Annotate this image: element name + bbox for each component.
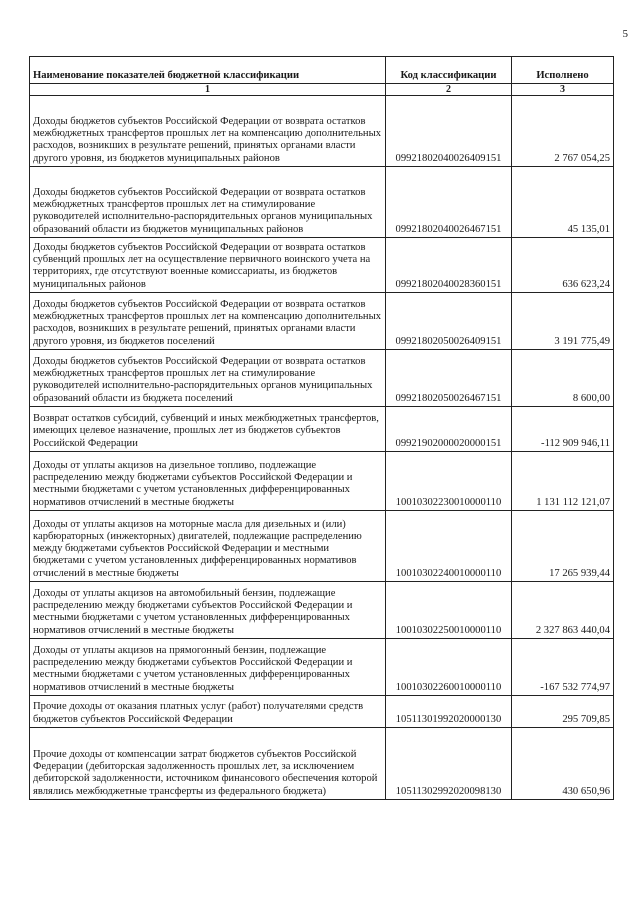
row-name: Доходы бюджетов субъектов Российской Федерации от возврата остатков межбюджетных трансфертов прошлых лет на компенсацию дополнительных расходов, возникших в результате решений, принятых органами власти другого уровня, из бюджетов муниципальных районов	[30, 96, 386, 167]
row-code: 10010302260010000110	[386, 639, 512, 696]
row-code: 10010302240010000110	[386, 511, 512, 582]
table-header-row	[30, 57, 614, 84]
row-name: Доходы бюджетов субъектов Российской Федерации от возврата остатков межбюджетных трансфертов прошлых лет на стимулирование руководителей исполнительно-распорядительных органов муниципальных образований области из бюджета поселений	[30, 350, 386, 407]
row-value: 2 327 863 440,04	[512, 582, 614, 639]
row-code: 09921802050026409151	[386, 293, 512, 350]
column-number-1: 1	[30, 84, 386, 96]
table-row	[30, 582, 614, 639]
row-value: 3 191 775,49	[512, 293, 614, 350]
row-name: Доходы от уплаты акцизов на прямогонный бензин, подлежащие распределению между бюджетами субъектов Российской Федерации и местными бюджетами с учетом установленных дифференцированных нормативов отчислений в местные бюджеты	[30, 639, 386, 696]
row-code: 10511302992020098130	[386, 728, 512, 800]
header-name: Наименование показателей бюджетной классификации	[30, 57, 386, 84]
page-number: 5	[622, 28, 628, 40]
column-number-row	[30, 84, 614, 96]
table-row	[30, 728, 614, 800]
row-code: 09921802050026467151	[386, 350, 512, 407]
table-row	[30, 293, 614, 350]
table-row	[30, 350, 614, 407]
row-code: 09921802040028360151	[386, 238, 512, 293]
row-code: 09921802040026409151	[386, 96, 512, 167]
table-row	[30, 238, 614, 293]
row-code: 10010302250010000110	[386, 582, 512, 639]
row-value: 2 767 054,25	[512, 96, 614, 167]
row-code: 10010302230010000110	[386, 452, 512, 511]
row-value: 636 623,24	[512, 238, 614, 293]
row-value: 8 600,00	[512, 350, 614, 407]
table-row	[30, 407, 614, 452]
row-value: 295 709,85	[512, 696, 614, 728]
row-code: 09921902000020000151	[386, 407, 512, 452]
table-row	[30, 452, 614, 511]
row-name: Доходы от уплаты акцизов на дизельное топливо, подлежащие распределению между бюджетами субъектов Российской Федерации и местными бюджетами с учетом установленных дифференцированных нормативов отчислений в местные бюджеты	[30, 452, 386, 511]
table-row	[30, 696, 614, 728]
row-code: 10511301992020000130	[386, 696, 512, 728]
row-name: Прочие доходы от оказания платных услуг (работ) получателями средств бюджетов субъектов Российской Федерации	[30, 696, 386, 728]
row-name: Доходы бюджетов субъектов Российской Федерации от возврата остатков межбюджетных трансфертов прошлых лет на компенсацию дополнительных расходов, возникших в результате решений, принятых органами власти другого уровня, из бюджетов поселений	[30, 293, 386, 350]
row-value: -112 909 946,11	[512, 407, 614, 452]
column-number-3: 3	[512, 84, 614, 96]
row-value: 45 135,01	[512, 167, 614, 238]
row-code: 09921802040026467151	[386, 167, 512, 238]
row-name: Доходы бюджетов субъектов Российской Федерации от возврата остатков субвенций прошлых лет на осуществление первичного воинского учета на территориях, где отсутствуют военные комиссариаты, из бюджетов муниципальных районов	[30, 238, 386, 293]
column-number-2: 2	[386, 84, 512, 96]
row-value: 17 265 939,44	[512, 511, 614, 582]
header-value: Исполнено	[512, 57, 614, 84]
table-row	[30, 96, 614, 167]
budget-table	[29, 56, 614, 800]
header-code: Код классификации	[386, 57, 512, 84]
row-name: Доходы от уплаты акцизов на моторные масла для дизельных и (или) карбюраторных (инжекторных) двигателей, подлежащие распределению между бюджетами субъектов Российской Федерации и местными бюджетами с учетом установленных дифференцированных нормативов отчислений в местные бюджеты	[30, 511, 386, 582]
row-value: -167 532 774,97	[512, 639, 614, 696]
table-row	[30, 167, 614, 238]
table-row	[30, 639, 614, 696]
table-row	[30, 511, 614, 582]
row-name: Прочие доходы от компенсации затрат бюджетов субъектов Российской Федерации (дебиторская задолженность прошлых лет, за исключением дебиторской задолженности, источником финансового обеспечения которой являлись межбюджетные трансферты из федерального бюджета)	[30, 728, 386, 800]
row-name: Доходы от уплаты акцизов на автомобильный бензин, подлежащие распределению между бюджетами субъектов Российской Федерации и местными бюджетами с учетом установленных дифференцированных нормативов отчислений в местные бюджеты	[30, 582, 386, 639]
row-value: 1 131 112 121,07	[512, 452, 614, 511]
row-value: 430 650,96	[512, 728, 614, 800]
row-name: Возврат остатков субсидий, субвенций и иных межбюджетных трансфертов, имеющих целевое назначение, прошлых лет из бюджетов субъектов Российской Федерации	[30, 407, 386, 452]
row-name: Доходы бюджетов субъектов Российской Федерации от возврата остатков межбюджетных трансфертов прошлых лет на стимулирование руководителей исполнительно-распорядительных органов муниципальных образований области из бюджетов муниципальных районов	[30, 167, 386, 238]
